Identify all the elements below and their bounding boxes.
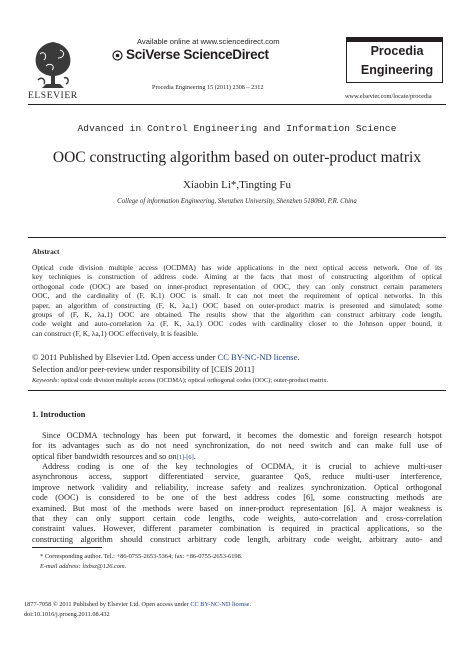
intro-line: for its advantages such as do not need synchronization, do not need switch and can make full use of: [32, 441, 442, 451]
citation-link[interactable]: [1]-[6]: [176, 453, 194, 461]
abstract-line: key techniques is construction of address code. Aiming at the facts that most of constructing algorithm of optical: [32, 272, 442, 282]
abstract-line: OOC, and the cardinality of (F, K,1) OOC is small. It can not meet the requirement of optical networks. In this: [32, 291, 442, 301]
keywords-label: Keywords:: [32, 377, 60, 384]
sciverse-mark-icon: [112, 50, 123, 61]
introduction-paragraph-2: [32, 462, 442, 545]
conference-name: Advanced in Control Engineering and Information Science: [77, 123, 397, 134]
author-list: Xiaobin Li*,Tingting Fu: [182, 179, 292, 191]
abstract-line: groups of (F, K, λa,1) OOC are obtained. The results show that the algorithm can construct arbitrary code length,: [32, 310, 442, 320]
keywords-list: optical code division multiple access (OCDMA); optical orthogonal codes (OOC); outer-product matrix.: [59, 377, 329, 384]
intro-line: that they can only support certain code lengths, code weights, auto-correlation and cross-correlation: [32, 514, 442, 524]
abstract-line: code weight and auto-correlation λa (F, K, λa,1) OOC codes with cardinality closer to the Johnson upper bound, it: [32, 319, 442, 329]
available-online-text: Available online at www.sciencedirect.com: [137, 37, 280, 46]
introduction-heading: 1. Introduction: [32, 410, 86, 419]
footnote-divider: [32, 547, 102, 548]
email-footnote: E-mail address: lixbsz@126.com.: [40, 563, 127, 570]
platform-name: SciVerse ScienceDirect: [126, 47, 269, 62]
intro-line-text: optical fiber bandwidth resources and so on: [32, 451, 177, 461]
abstract-line: can construct (F, K, λa,1) OOC effectively. It is feasible.: [32, 328, 199, 338]
author-affiliation: College of information Engineering, Shenzhen University, Shenzhen 518060, P.R. China: [117, 198, 357, 205]
intro-line: constructing algorithm should construct arbitrary code length, arbitrary code weight, arbitrary auto- and: [32, 534, 442, 544]
abstract-line: paper, an algorithm of constructing (F, K, λa,1) OOC based on outer-product matrix is presented and simulated; some: [32, 300, 442, 310]
journal-name-line2: Engineering: [360, 63, 434, 77]
elsevier-tree-logo: [30, 36, 76, 94]
intro-line: improve network validity and reliability, increase safety and realizes synchronization. Optical orthogonal: [32, 482, 442, 492]
header-divider: [28, 104, 446, 105]
copyright-text: © 2011 Published by Elsevier Ltd. Open access under: [32, 352, 218, 362]
peer-review-statement: Selection and/or peer-review under responsibility of [CEIS 2011]: [32, 364, 255, 374]
issn-text: 1877-7058 © 2011 Published by Elsevier Ltd. Open access under: [24, 601, 191, 608]
journal-reference: Procedia Engineering 15 (2011) 2308 – 2312: [152, 84, 264, 91]
abstract-bottom-divider: [28, 390, 446, 391]
publisher-wordmark: ELSEVIER: [28, 91, 78, 101]
abstract-line: orthogonal code (OOC) are based on inner-product representation of OOC, they can only construct certain parameters: [32, 281, 442, 291]
journal-url-link[interactable]: www.elsevier.com/locate/procedia: [345, 93, 432, 100]
intro-line-period: .: [193, 451, 196, 461]
intro-line: Since OCDMA technology has been put forward, it becomes the domestic and foreign research hotspot: [42, 431, 442, 440]
license-link[interactable]: CC BY-NC-ND license.: [217, 352, 300, 362]
abstract-heading: Abstract: [32, 247, 60, 256]
article-title: OOC constructing algorithm based on outer-product matrix: [52, 149, 422, 166]
copyright-notice: [32, 352, 300, 362]
doi-line: doi:10.1016/j.proeng.2011.08.432: [24, 611, 110, 618]
intro-line: examined. But most of the methods were based on inner-product representation [6]. A major weakness is: [32, 503, 442, 513]
intro-line: code (OOC) is considered to be one of the best address codes [6], some constructing methods are: [32, 493, 442, 503]
abstract-line: Optical code division multiple access (OCDMA) has wide applications in the next optical access network. One of its: [32, 263, 442, 272]
corresponding-author-footnote: * Corresponding author. Tel.: +86-0755-2653-5364; fax: +86-0755-2653-6198.: [40, 553, 243, 560]
footer-license-link[interactable]: CC BY-NC-ND license.: [190, 601, 252, 608]
abstract-top-divider: [28, 237, 446, 238]
keywords: [32, 377, 328, 384]
issn-line: [24, 601, 251, 608]
intro-line: Address coding is one of the key technologies of OCDMA, it is crucial to achieve multi-user: [42, 462, 442, 471]
abstract-body: [32, 263, 442, 338]
introduction-paragraph-1: [32, 431, 442, 463]
intro-line: constraint values. However, different parameter combination is required in practical applications, so the: [32, 524, 442, 534]
journal-name-line1: Procedia: [370, 44, 424, 58]
intro-line: asynchronous access, support differentiated service, guarantee QoS, reduce multi-user interference,: [32, 472, 442, 482]
